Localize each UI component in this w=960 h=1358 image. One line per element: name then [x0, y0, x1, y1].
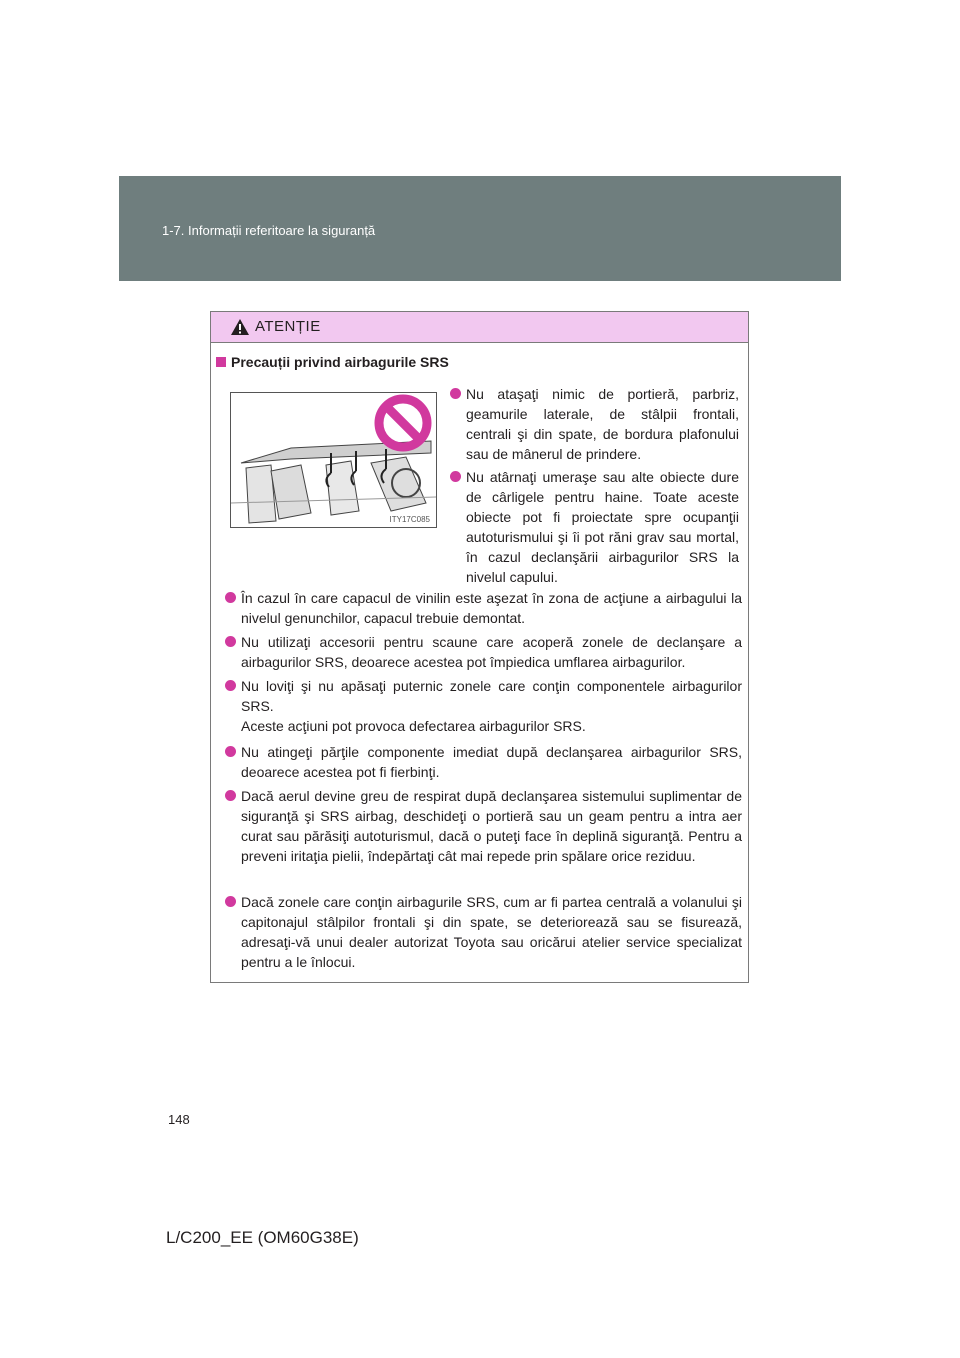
square-bullet-icon [216, 357, 226, 367]
bullet-dot-icon [225, 636, 236, 647]
bullet-3 [241, 676, 742, 736]
side-bullet-text: Nu atârnaţi umeraşe sau alte obiecte dure de cârligele pentru haine. Toate aceste obiecte pot fi proiectate spre ocupanţii autoturismului şi îi pot răni grav sau mortal, în cazul declanşării airbagurilor SRS la nivelul capului. [466, 469, 739, 585]
bullet-dot-icon [225, 680, 236, 691]
bullet-dot-icon [225, 896, 236, 907]
side-bullet-text: Nu ataşaţi nimic de portieră, parbriz, geamurile laterale, de stâlpii frontali, centrali şi din spate, de bordura plafonului sau de mânerul de prindere. [466, 386, 739, 462]
subheading-text: Precauții privind airbagurile SRS [231, 354, 449, 370]
bullet-5 [241, 786, 742, 866]
warning-header [211, 312, 748, 343]
document-code: L/C200_EE (OM60G38E) [166, 1228, 359, 1247]
bullet-text: Dacă aerul devine greu de respirat după declanşarea sistemului suplimentar de siguranţă şi SRS airbag, deschideţi o portieră sau un geam pentru a intra aer curat sau părăsiţi autoturismul, dacă o puteţi face în deplină siguranţă. Pentru a preveni iritaţia pielii, îndepărtaţi cât mai repede prin spălare orice reziduu. [241, 788, 742, 864]
car-interior-illustration [230, 392, 437, 528]
bullet-dot-icon [225, 592, 236, 603]
section-title: 1-7. Informații referitoare la siguranță [162, 223, 376, 238]
bullet-dot-icon [450, 388, 461, 399]
page-number: 148 [168, 1112, 190, 1127]
side-bullet-1 [466, 384, 739, 464]
warning-triangle-icon [230, 318, 250, 336]
warning-box [210, 311, 749, 983]
bullet-dot-icon [225, 790, 236, 801]
bullet-text: Dacă zonele care conţin airbagurile SRS, cum ar fi partea centrală a volanului şi capitonajul stâlpilor frontali şi din spate, se deteriorează sau se fisurează, adresaţi-vă unui dealer autorizat Toyota sau oricărui atelier service specializat pentru a le înlocui. [241, 894, 742, 970]
bullet-4 [241, 742, 742, 782]
bullet-text: Nu utilizaţi accesorii pentru scaune care acoperă zonele de declanşare a airbagurilor SRS, deoarece acestea pot împiedica umflarea airbagurilor. [241, 634, 742, 670]
bullet-text: Nu atingeţi părţile componente imediat după declanşarea airbagurilor SRS, deoarece acestea pot fi fierbinţi. [241, 744, 742, 780]
bullet-2 [241, 632, 742, 672]
warning-subheading [216, 354, 449, 370]
figure-code: ITY17C085 [389, 515, 430, 524]
side-bullet-2 [466, 467, 739, 587]
bullet-6 [241, 892, 742, 972]
bullet-text: Nu loviţi şi nu apăsaţi puternic zonele care conţin componentele airbagurilor SRS. [241, 678, 742, 714]
bullet-dot-icon [450, 471, 461, 482]
bullet-1 [241, 588, 742, 628]
car-interior-drawing [231, 393, 436, 527]
warning-label: ATENȚIE [255, 318, 321, 335]
bullet-text: În cazul în care capacul de vinilin este aşezat în zona de acţiune a airbagului la nivelul genunchilor, capacul trebuie demontat. [241, 590, 742, 626]
bullet-dot-icon [225, 746, 236, 757]
bullet-extra-text: Aceste acţiuni pot provoca defectarea airbagurilor SRS. [241, 718, 586, 734]
